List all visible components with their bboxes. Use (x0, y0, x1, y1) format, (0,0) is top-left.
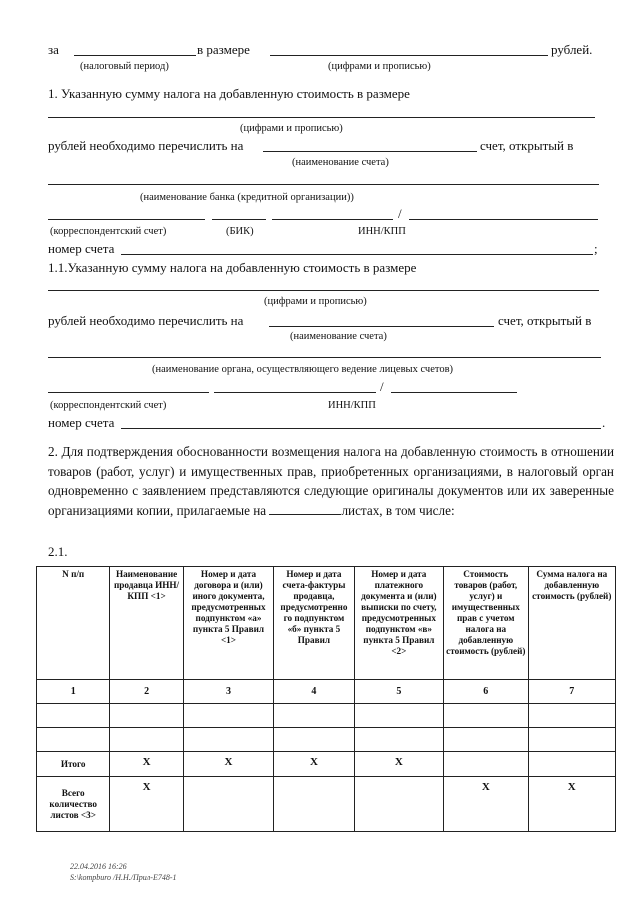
header-cell: Наименование продавца ИНН/КПП <1> (110, 567, 183, 680)
sec1-account-end: ; (594, 241, 598, 256)
sec1-pay-prefix: рублей необходимо перечислить на (48, 138, 244, 153)
table-cell[interactable] (183, 728, 273, 752)
documents-table (36, 566, 616, 832)
total-cell[interactable] (528, 752, 615, 777)
table-row (37, 728, 616, 752)
sec1-caption-bik: (БИК) (226, 226, 254, 237)
sec1-bik-field[interactable] (212, 219, 266, 220)
table-cell[interactable] (183, 704, 273, 728)
column-number: 1 (37, 680, 110, 704)
sec1-corr-account-field[interactable] (48, 219, 205, 220)
sec11-amount-field[interactable] (48, 290, 599, 291)
header-cell: Номер и дата платежного документа и (или) выписки по счету, предусмотренных подпунктом «в» пункта 5 Правил <2> (354, 567, 443, 680)
section11-title: 1.1.Указанную сумму налога на добавленную стоимость в размере (48, 260, 417, 275)
sec1-bank-field[interactable] (48, 184, 599, 185)
label-rubley: рублей. (551, 42, 593, 57)
table-row (37, 704, 616, 728)
sec11-org-field[interactable] (48, 357, 601, 358)
sec1-kpp-field[interactable] (409, 219, 598, 220)
amount-field[interactable] (270, 55, 548, 56)
sec1-caption-bank: (наименование банка (кредитной организации)) (140, 192, 354, 203)
caption-tax-period: (налоговый период) (80, 61, 169, 72)
sec11-caption-org: (наименование органа, осуществляющего ведение лицевых счетов) (152, 364, 454, 375)
total-cell: Х (354, 752, 443, 777)
header-cell: Номер и дата счета-фактуры продавца, предусмотренно го подпунктом «б» пункта 5 Правил (274, 567, 354, 680)
sec1-pay-suffix: счет, открытый в (480, 138, 574, 153)
label-v-razmere: в размере (197, 42, 250, 57)
section21-label: 2.1. (48, 544, 68, 559)
sec11-caption-account: (наименование счета) (290, 331, 387, 342)
footer-filepath: S:\kompburo /Н.Н./Прил-Е748-1 (70, 873, 177, 882)
sec11-account-number-field[interactable] (121, 428, 601, 429)
header-cell: Стоимость товаров (работ, услуг) и имущественных прав с учетом налога на добавленную стоимость (рублей) (444, 567, 528, 680)
total-row (37, 752, 616, 777)
sec1-inn-field[interactable] (272, 219, 393, 220)
sec11-pay-prefix: рублей необходимо перечислить на (48, 313, 244, 328)
caption-amount: (цифрами и прописью) (328, 61, 431, 72)
sheets-cell[interactable] (274, 777, 354, 832)
sheets-count-field[interactable] (269, 504, 341, 515)
table-cell[interactable] (354, 704, 443, 728)
column-number: 6 (444, 680, 528, 704)
header-cell: N п/п (37, 567, 110, 680)
column-number: 5 (354, 680, 443, 704)
sec11-slash: / (380, 379, 384, 394)
sec1-amount-field[interactable] (48, 117, 595, 118)
section2-paragraph (48, 442, 614, 520)
table-cell[interactable] (528, 728, 615, 752)
sec1-caption-amount: (цифрами и прописью) (240, 123, 343, 134)
sec11-account-name-field[interactable] (269, 326, 494, 327)
tax-period-field[interactable] (74, 55, 196, 56)
sec1-slash: / (398, 206, 402, 221)
total-cell: Х (110, 752, 183, 777)
table-cell[interactable] (444, 728, 528, 752)
sec1-account-number-field[interactable] (121, 254, 593, 255)
table-cell[interactable] (444, 704, 528, 728)
sheets-cell: Х (110, 777, 183, 832)
table-cell[interactable] (37, 728, 110, 752)
sec11-corr-account-field[interactable] (48, 392, 209, 393)
sec1-caption-corr: (корреспондентский счет) (50, 226, 167, 237)
header-cell: Сумма налога на добавленную стоимость (рублей) (528, 567, 615, 680)
table-header-row (37, 567, 616, 680)
column-number: 7 (528, 680, 615, 704)
table-number-row (37, 680, 616, 704)
label-za: за (48, 42, 59, 57)
sheets-cell[interactable] (183, 777, 273, 832)
sec11-caption-amount: (цифрами и прописью) (264, 296, 367, 307)
sec1-account-label: номер счета (48, 241, 115, 256)
table-cell[interactable] (110, 704, 183, 728)
column-number: 3 (183, 680, 273, 704)
footer-timestamp: 22.04.2016 16:26 (70, 862, 127, 871)
section2-text-after: листах, в том числе: (341, 502, 455, 518)
column-number: 2 (110, 680, 183, 704)
table-cell[interactable] (110, 728, 183, 752)
header-cell: Номер и дата договора и (или) иного документа, предусмотренных подпунктом «а» пункта 5 Правил <1> (183, 567, 273, 680)
sec11-pay-suffix: счет, открытый в (498, 313, 592, 328)
sec11-account-label: номер счета (48, 415, 115, 430)
sheets-cell: Х (528, 777, 615, 832)
table-cell[interactable] (528, 704, 615, 728)
sheets-label: Всего количество листов <3> (37, 777, 110, 832)
sec1-account-name-field[interactable] (263, 151, 477, 152)
sec1-caption-account: (наименование счета) (292, 157, 389, 168)
total-label: Итого (37, 752, 110, 777)
sheets-cell: Х (444, 777, 528, 832)
total-cell[interactable] (444, 752, 528, 777)
sheets-row (37, 777, 616, 832)
total-cell: Х (183, 752, 273, 777)
sec11-kpp-field[interactable] (391, 392, 517, 393)
column-number: 4 (274, 680, 354, 704)
table-cell[interactable] (274, 704, 354, 728)
section1-title: 1. Указанную сумму налога на добавленную стоимость в размере (48, 86, 410, 101)
sec1-caption-inn: ИНН/КПП (358, 226, 406, 237)
table-cell[interactable] (37, 704, 110, 728)
sec11-inn-field[interactable] (214, 392, 376, 393)
sheets-cell[interactable] (354, 777, 443, 832)
sec11-caption-inn: ИНН/КПП (328, 400, 376, 411)
table-cell[interactable] (354, 728, 443, 752)
sec11-caption-corr: (корреспондентский счет) (50, 400, 167, 411)
section2-text-before: 2. Для подтверждения обоснованности возмещения налога на добавленную стоимость в отношении товаров (работ, услуг) и имущественных прав, приобретенных организациями, в налоговый орган одновременно с заявлением представляются следующие оригиналы документов или их заверенные организациями копии, прилагаемые на (48, 444, 614, 518)
table-cell[interactable] (274, 728, 354, 752)
sec11-account-end: . (602, 415, 606, 430)
total-cell: Х (274, 752, 354, 777)
